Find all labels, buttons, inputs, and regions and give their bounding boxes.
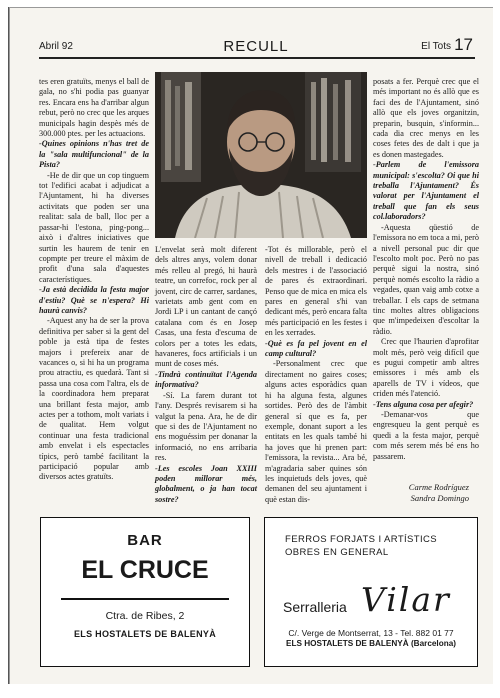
interview-question: -Tindrà continuïtat l'Agenda informativa? (155, 369, 257, 390)
interview-question: -Què es fa pel jovent en el camp cultural? (265, 338, 367, 359)
advert-vilar-line-1: FERROS FORJATS I ARTÍSTICS (285, 534, 438, 545)
advert-bar-name: EL CRUCE (81, 556, 209, 584)
advert-serralleria-vilar (264, 517, 478, 667)
interview-answer: -Aquest any ha de ser la prova definitiva per saber si la gent del poble ja està tipa de festes majors i prefereix anar de vacances o, si hi ha un programa prou atractiu, es quedarà. Tant si passa una cosa com l'altra, els de la coordinadora hem preparat una brillant festa major, amb actes per a tothom, molt variats i de qualitat. Hem volgut continuar una festa tradicional amb envelat i els espectacles típics, però també facilitant la participació popular amb diversos actes gratuïts. (39, 316, 149, 482)
page-header (39, 37, 473, 57)
interview-question: -Ja està decidida la festa major d'estiu? Què se n'espera? Hi haurà canvis? (39, 285, 149, 315)
author-1: Carme Rodríguez (408, 482, 469, 492)
column-3 (265, 245, 367, 505)
interview-answer: -He de dir que un cop tinguem tot l'edifici acabat i adjudicat a l'Ajuntament, hi ha diverses activitats que poden ser una realitat: sala de ball, lloc per a passar-hi l'estona, ping-pong... això i d'altres iniciatives que surtin les haurem de tenir en copmpte per treure el màxim de profit d'una sala d'aquestes característiques. (39, 170, 149, 284)
advert-vilar-line-2: OBRES EN GENERAL (285, 547, 389, 558)
interview-photo (155, 72, 367, 238)
interview-question: -Tens alguna cosa per afegir? (373, 399, 474, 409)
column-2 (155, 245, 257, 505)
interview-answer: -Tot és millorable, però el nivell de treball i dedicació dels mestres i de l'associació de pares és extraordinari. Penso que de mica en mica els pares en general s'hi van dedicant més, però encara falta més participació en les festes i en les xerrades. (265, 245, 367, 338)
interview-answer: -Demanar-vos que engresqueu la gent perquè es quedi a la festa major, perquè com més serem més bé ens ho passarem. (373, 410, 479, 461)
interview-answer: tes eren gratuïts, menys el ball de gala, no s'hi podia pas guanyar res. Encara ens ha d'arribar algun rebut, però no crec que les arques municipals hagin despès més de 300.000 ptes. per les actuacions. (39, 77, 149, 139)
issue-date: Abril 92 (39, 41, 73, 52)
section-title: RECULL (223, 38, 289, 55)
interview-question: -Quines opinions n'has tret de la "sala multifuncional" de la Pista? (39, 139, 149, 170)
interview-answer: -Aquesta qüestió de l'emissora no em toca a mi, però a nivell personal puc dir que l'escolto molt poc. Però no pas perquè sigui la nostra, sinó perquè només escolto la ràdio a vegades, quan vaig amb cotxe a treballar. I els caps de setmana tinc moltes altres obligacions que m'impedeixen d'escoltar la ràdio. (373, 222, 479, 336)
portrait-image (155, 72, 367, 238)
column-4 (373, 77, 479, 462)
interview-answer: -Sí. La farem durant tot l'any. Després revisarem si ha valgut la pena. Ara, he de dir que si des de l'Ajuntament no ens moguéssim per donanar la informació, no ens arribaria res. (155, 390, 257, 463)
advert-bar-label: BAR (127, 532, 163, 549)
author-signature (409, 482, 469, 504)
interview-answer: Crec que l'haurien d'aprofitar molt més, però veig difícil que es pugui competir amb altres emissores i més amb els aparells de TV i vídeos, que criden més l'atenció. (373, 337, 479, 399)
advert-bar-town: ELS HOSTALETS DE BALENYÀ (73, 629, 217, 639)
advert-vilar-logo: Vilar (361, 580, 451, 619)
publication-name: El Tots (421, 41, 451, 52)
column-1 (39, 77, 149, 483)
interview-question: -Les escoles Joan XXIII poden millorar més, globalment, o ja han tocat sostre? (155, 463, 257, 504)
interview-question: -Parlem de l'emissora municipal: s'escolta? Oi que hi treballa l'Ajuntament? És valorat per l'Ajuntament el treball que fan els seus col.laboradors? (373, 160, 479, 222)
advert-bar-el-cruce (40, 517, 250, 667)
page-number: 17 (454, 35, 473, 54)
interview-answer: posats a fer. Perquè crec que el més important no és allò que es faci des de l'Ajuntament, sinó allò que els joves organitzin, preparin, busquin, s'informin... cada dia crec menys en les coses fetes des de dalt i que ja es donen mastegades. (373, 77, 479, 159)
interview-answer: L'envelat serà molt diferent dels altres anys, volem donar més relleu al pregó, hi haurà teatre, un correfoc, rock per al jovent, circ de carrer, sardanes, varietats amb gent com en Jordi LP i un cantant de cançó catalana com és en Josep Casas, una festa d'escuma de colors per a totes les edats, havaneres, focs artificials i un munt de coses més. (155, 245, 257, 369)
advert-vilar-label: Serralleria (283, 599, 347, 615)
advert-vilar-town: ELS HOSTALETS DE BALENYÀ (Barcelona) (286, 639, 456, 648)
advert-divider (61, 598, 229, 600)
interview-answer: -Personalment crec que directament no gaires coses; alguns actes esporàdics quan hi ha alguna festa, algunes sortides. Però des de l'àmbit general sí que es fa, per exemple, donant suport a les entitats en les quals també hi ha joves que hi prenen part: l'emissora, la revista... Ara bé, m'agradaria saber quines són les inquietuds dels joves, què demanen del seu ajuntament i què estan dis- (265, 359, 367, 504)
author-2: Sandra Domingo (410, 493, 469, 503)
magazine-page (8, 7, 493, 684)
advert-bar-address: Ctra. de Ribes, 2 (105, 610, 185, 622)
header-rule (39, 57, 475, 59)
advert-vilar-address: C/. Verge de Montserrat, 13 - Tel. 882 01 77 (288, 628, 454, 638)
